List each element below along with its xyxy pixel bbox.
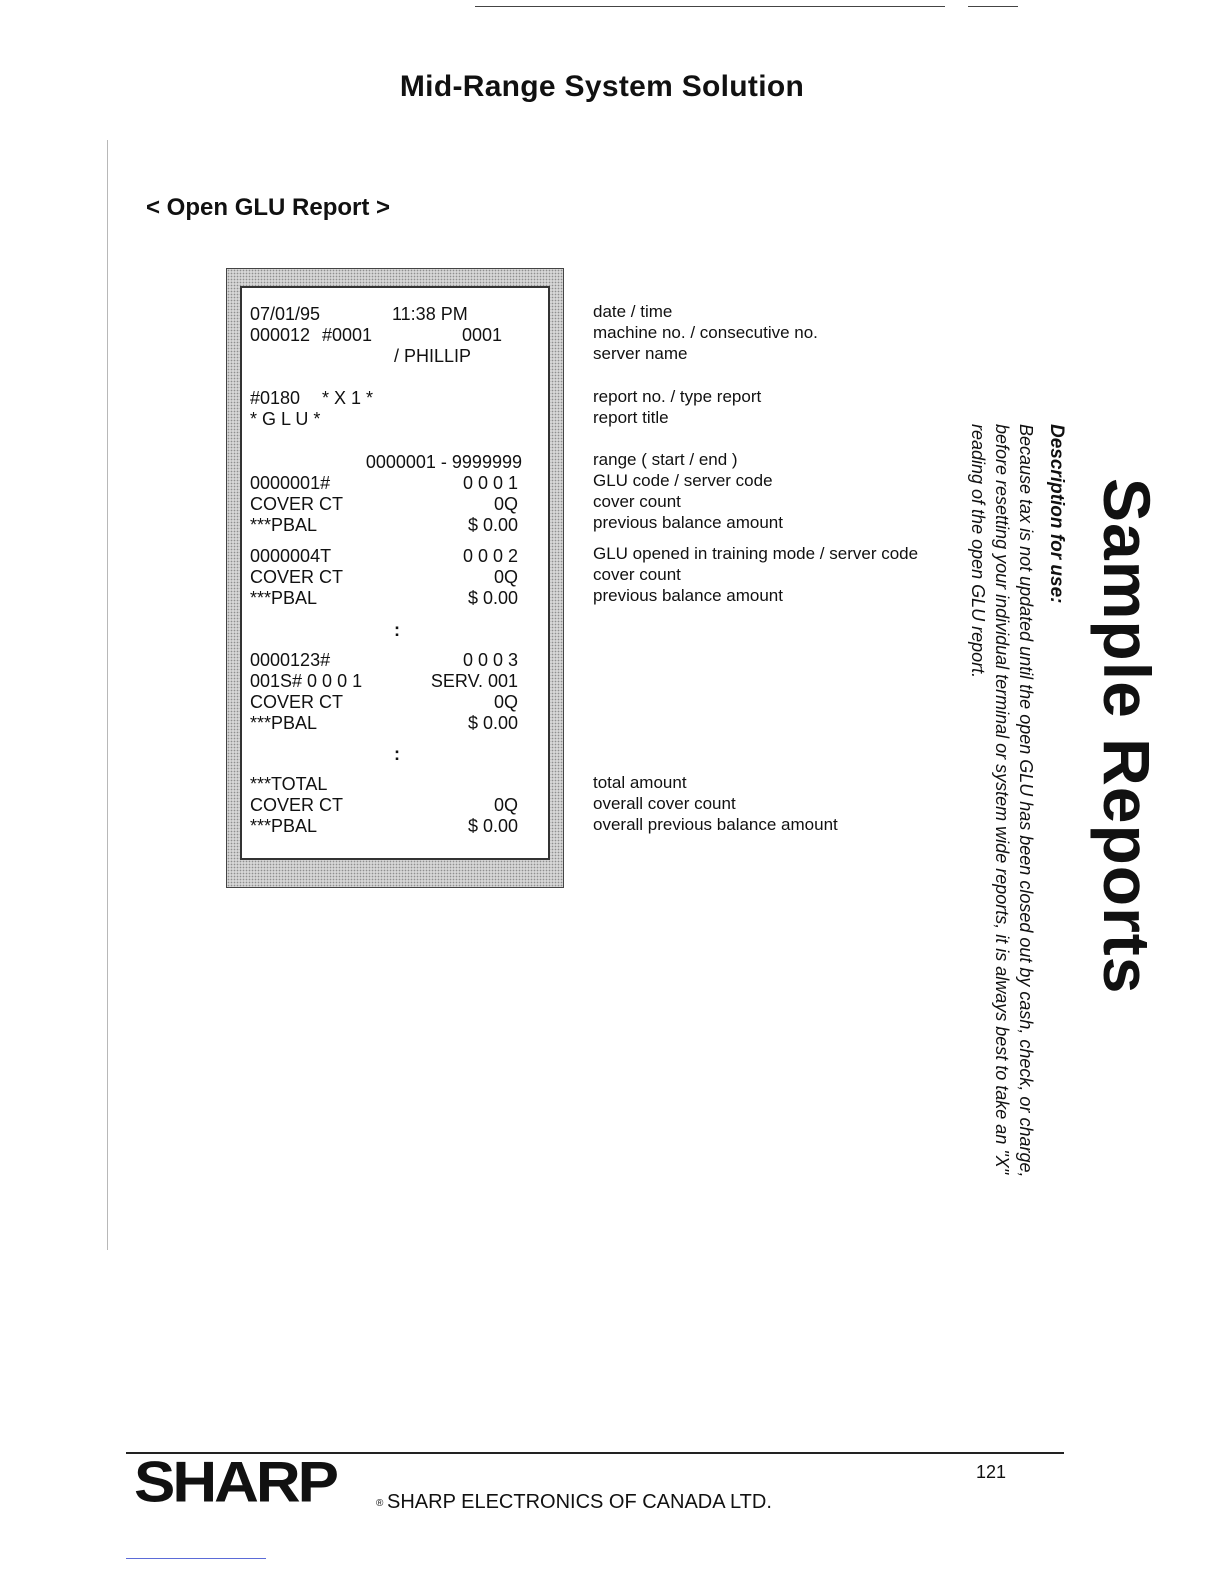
top-rule-short xyxy=(968,6,1018,7)
glu-server-code: 0 0 0 2 xyxy=(462,546,518,566)
pbal-label: ***PBAL xyxy=(250,713,318,733)
receipt-date: 07/01/95 xyxy=(250,304,321,324)
total-cover-value: 0Q xyxy=(493,795,518,815)
cover-ct-label: COVER CT xyxy=(250,494,344,514)
receipt-report-no: #0180 xyxy=(250,388,301,408)
receipt-time: 11:38 PM xyxy=(392,304,468,324)
glu-code: 0000001# xyxy=(250,473,331,493)
annotation-report-title: report title xyxy=(593,408,669,427)
annotation-previous-balance: previous balance amount xyxy=(593,513,783,532)
annotation-cover-count: cover count xyxy=(593,492,681,511)
annotation-date-time: date / time xyxy=(593,302,673,321)
annotation-range: range ( start / end ) xyxy=(593,450,738,469)
annotation-previous-balance: previous balance amount xyxy=(593,586,783,605)
pbal-value: $ 0.00 xyxy=(467,515,518,535)
registered-mark: ® xyxy=(376,1498,384,1509)
annotation-report-no: report no. / type report xyxy=(593,387,762,406)
receipt-consec-no: 0001 xyxy=(461,325,502,345)
cover-ct-label: COVER CT xyxy=(250,567,344,587)
receipt-consec-label: #0001 xyxy=(322,325,373,345)
continuation-dots: : xyxy=(394,744,400,764)
total-label: ***TOTAL xyxy=(250,774,328,794)
cover-ct-label: COVER CT xyxy=(250,692,344,712)
annotation-overall-cover: overall cover count xyxy=(593,794,736,813)
top-rule xyxy=(475,6,945,7)
continuation-dots: : xyxy=(394,620,400,640)
glu-code: 0000123# xyxy=(250,650,331,670)
page-number: 121 xyxy=(976,1462,1007,1482)
server-label: SERV. 001 xyxy=(430,671,518,691)
document-title: Mid-Range System Solution xyxy=(399,70,805,103)
pbal-value: $ 0.00 xyxy=(467,588,518,608)
annotation-glu-code: GLU code / server code xyxy=(593,471,773,490)
pbal-label: ***PBAL xyxy=(250,515,318,535)
receipt-range: 0000001 - 9999999 xyxy=(365,452,522,472)
annotation-training: GLU opened in training mode / server code xyxy=(593,544,919,563)
description-heading: Description for use: xyxy=(1046,424,1067,604)
description-text: Because tax is not updated until the open GLU has been closed out by cash, check, or charge, before resetting your individual terminal or system wide reports, it is always best to take an "X" reading of the open GLU report. xyxy=(968,424,1036,1178)
pbal-label: ***PBAL xyxy=(250,588,318,608)
total-pbal-value: $ 0.00 xyxy=(467,816,518,836)
total-pbal-label: ***PBAL xyxy=(250,816,318,836)
annotation-cover-count: cover count xyxy=(593,565,681,584)
total-cover-label: COVER CT xyxy=(250,795,344,815)
glu-server-code: 0 0 0 1 xyxy=(462,473,518,493)
receipt-report-type: * X 1 * xyxy=(322,388,374,408)
glu-server-code: 0 0 0 3 xyxy=(462,650,518,670)
annotation-total: total amount xyxy=(593,773,687,792)
cover-ct-value: 0Q xyxy=(493,567,518,587)
cover-ct-value: 0Q xyxy=(493,494,518,514)
annotation-overall-pbal: overall previous balance amount xyxy=(593,815,838,834)
section-title: < Open GLU Report > xyxy=(146,194,391,221)
margin-line xyxy=(107,140,108,1250)
pbal-value: $ 0.00 xyxy=(467,713,518,733)
cover-ct-value: 0Q xyxy=(493,692,518,712)
company-name: SHARP ELECTRONICS OF CANADA LTD. xyxy=(387,1491,772,1513)
bottom-mark xyxy=(126,1558,266,1559)
server-code: 001S# 0 0 0 1 xyxy=(250,671,363,691)
receipt-server: / PHILLIP xyxy=(394,346,472,366)
glu-code: 0000004T xyxy=(250,546,332,566)
annotation-server: server name xyxy=(593,344,688,363)
receipt-report-title: * G L U * xyxy=(250,409,321,429)
sidebar-title: Sample Reports xyxy=(1090,478,1164,995)
receipt-machine-no: 000012 xyxy=(250,325,311,345)
sharp-logo: SHARP xyxy=(134,1450,337,1515)
receipt-paper xyxy=(240,286,550,860)
annotation-machine: machine no. / consecutive no. xyxy=(593,323,818,342)
